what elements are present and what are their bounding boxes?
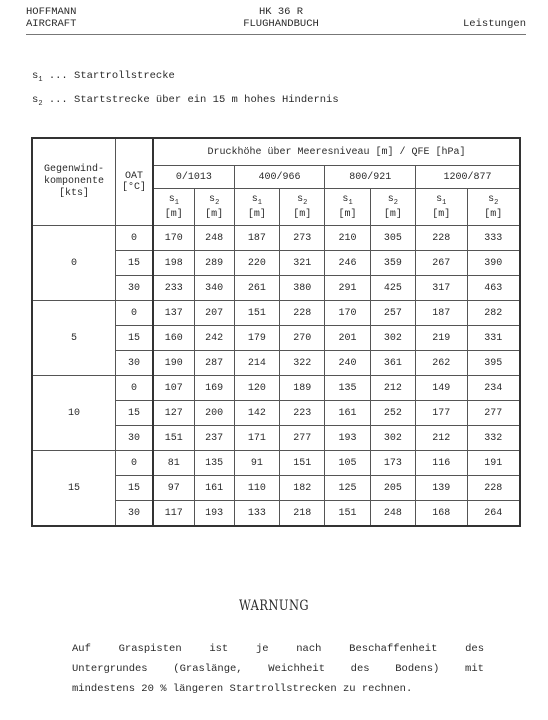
distance-cell: 252 — [370, 401, 415, 426]
distance-cell: 228 — [280, 301, 325, 326]
oat-value: 0 — [116, 376, 154, 401]
distance-cell: 161 — [194, 476, 234, 501]
distance-subscript: 1 — [174, 199, 179, 207]
distance-cell: 201 — [325, 326, 370, 351]
distance-cell: 287 — [194, 351, 234, 376]
symbol-definitions — [32, 66, 339, 114]
definition-text: ... Startrollstrecke — [42, 70, 175, 82]
distance-cell: 116 — [416, 451, 467, 476]
warning-line-1 — [72, 639, 484, 659]
section-name: Leistungen — [462, 18, 526, 30]
distance-cell: 187 — [416, 301, 467, 326]
distance-subscript: 2 — [494, 199, 499, 207]
distance-cell: 210 — [325, 226, 370, 251]
distance-cell: 305 — [370, 226, 415, 251]
table-row — [32, 376, 520, 401]
warning-word: mit — [465, 663, 484, 675]
distance-cell: 359 — [370, 251, 415, 276]
distance-subscript: 2 — [303, 199, 308, 207]
headwind-header-line-3: [kts] — [58, 188, 89, 199]
warning-word: Bodens) — [395, 663, 440, 675]
distance-unit: [m] — [205, 209, 224, 220]
distance-cell: 137 — [153, 301, 194, 326]
distance-cell: 151 — [280, 451, 325, 476]
distance-cell: 151 — [234, 301, 279, 326]
oat-header-line-2: [°C] — [121, 182, 146, 193]
table-row — [32, 301, 520, 326]
distance-cell: 361 — [370, 351, 415, 376]
distance-cell: 212 — [370, 376, 415, 401]
definition-s1 — [32, 66, 339, 90]
distance-cell: 246 — [325, 251, 370, 276]
manufacturer-line-1: HOFFMANN — [26, 6, 77, 18]
distance-unit-header — [467, 189, 520, 226]
distance-cell: 220 — [234, 251, 279, 276]
distance-cell: 317 — [416, 276, 467, 301]
distance-cell: 218 — [280, 501, 325, 527]
oat-value: 30 — [116, 276, 154, 301]
oat-value: 15 — [116, 401, 154, 426]
symbol: s — [32, 70, 39, 82]
distance-cell: 228 — [416, 226, 467, 251]
distance-cell: 277 — [467, 401, 520, 426]
warning-word: Weichheit — [268, 663, 325, 675]
oat-value: 0 — [116, 451, 154, 476]
distance-unit: [m] — [383, 209, 402, 220]
warning-word: des — [465, 643, 484, 655]
distance-cell: 463 — [467, 276, 520, 301]
distance-unit: [m] — [432, 209, 451, 220]
distance-unit: [m] — [247, 209, 266, 220]
distance-cell: 193 — [194, 501, 234, 527]
distance-cell: 321 — [280, 251, 325, 276]
distance-cell: 117 — [153, 501, 194, 527]
distance-cell: 135 — [325, 376, 370, 401]
distance-cell: 242 — [194, 326, 234, 351]
distance-symbol: s — [387, 194, 394, 205]
headwind-value: 5 — [32, 301, 116, 376]
pressure-column-header: 800/921 — [325, 166, 416, 189]
headwind-value: 0 — [32, 226, 116, 301]
oat-value: 30 — [116, 426, 154, 451]
symbol-subscript: 1 — [38, 76, 43, 85]
distance-cell: 91 — [234, 451, 279, 476]
distance-cell: 81 — [153, 451, 194, 476]
distance-cell: 233 — [153, 276, 194, 301]
warning-line-3: mindestens 20 % längeren Startrollstrecken zu rechnen. — [72, 683, 413, 695]
distance-cell: 200 — [194, 401, 234, 426]
distance-cell: 110 — [234, 476, 279, 501]
distance-cell: 395 — [467, 351, 520, 376]
distance-cell: 291 — [325, 276, 370, 301]
definition-s2 — [32, 90, 339, 114]
distance-cell: 332 — [467, 426, 520, 451]
pressure-column-header: 400/966 — [234, 166, 325, 189]
warning-word: (Graslänge, — [173, 663, 243, 675]
distance-cell: 273 — [280, 226, 325, 251]
distance-unit-header — [325, 189, 370, 226]
oat-value: 15 — [116, 251, 154, 276]
distance-symbol: s — [342, 194, 349, 205]
header-divider — [26, 34, 526, 35]
manufacturer-line-2: AIRCRAFT — [26, 18, 77, 30]
takeoff-distance-table — [31, 137, 521, 527]
distance-cell: 168 — [416, 501, 467, 527]
distance-cell: 105 — [325, 451, 370, 476]
distance-cell: 282 — [467, 301, 520, 326]
distance-cell: 322 — [280, 351, 325, 376]
distance-subscript: 1 — [442, 199, 447, 207]
pressure-column-header: 1200/877 — [416, 166, 520, 189]
distance-cell: 198 — [153, 251, 194, 276]
distance-cell: 97 — [153, 476, 194, 501]
distance-cell: 170 — [153, 226, 194, 251]
distance-symbol: s — [168, 194, 175, 205]
definition-text: ... Startstrecke über ein 15 m hohes Hindernis — [42, 94, 339, 107]
warning-word: Beschaffenheit — [349, 643, 438, 655]
warning-word: des — [350, 663, 370, 675]
distance-cell: 267 — [416, 251, 467, 276]
distance-cell: 161 — [325, 401, 370, 426]
distance-cell: 380 — [280, 276, 325, 301]
oat-header — [116, 138, 154, 226]
distance-cell: 207 — [194, 301, 234, 326]
symbol-subscript: 2 — [38, 100, 43, 109]
distance-cell: 125 — [325, 476, 370, 501]
warning-word: ist — [209, 643, 229, 655]
distance-cell: 142 — [234, 401, 279, 426]
distance-cell: 187 — [234, 226, 279, 251]
distance-unit-header — [194, 189, 234, 226]
distance-subscript: 2 — [215, 199, 220, 207]
distance-symbol: s — [251, 194, 258, 205]
distance-cell: 331 — [467, 326, 520, 351]
distance-cell: 228 — [467, 476, 520, 501]
manual-name: FLUGHANDBUCH — [243, 18, 319, 30]
table-row — [32, 226, 520, 251]
distance-cell: 333 — [467, 226, 520, 251]
headwind-header-line-2: komponente — [43, 176, 104, 187]
distance-cell: 107 — [153, 376, 194, 401]
distance-cell: 151 — [325, 501, 370, 527]
distance-cell: 262 — [416, 351, 467, 376]
symbol: s — [32, 94, 39, 107]
distance-symbol: s — [436, 194, 443, 205]
document-title — [226, 6, 336, 30]
distance-symbol: s — [209, 194, 216, 205]
distance-cell: 289 — [194, 251, 234, 276]
distance-unit: [m] — [484, 209, 503, 220]
headwind-value: 15 — [32, 451, 116, 527]
distance-unit-header — [416, 189, 467, 226]
headwind-value: 10 — [32, 376, 116, 451]
distance-cell: 212 — [416, 426, 467, 451]
oat-value: 0 — [116, 301, 154, 326]
distance-cell: 171 — [234, 426, 279, 451]
distance-cell: 182 — [280, 476, 325, 501]
warning-word: Auf — [72, 643, 91, 655]
warning-word: Untergrundes — [72, 663, 148, 675]
distance-subscript: 1 — [257, 199, 262, 207]
distance-cell: 223 — [280, 401, 325, 426]
warning-title: WARNUNG — [239, 598, 309, 614]
pressure-column-header: 0/1013 — [153, 166, 234, 189]
headwind-header — [32, 138, 116, 226]
distance-unit-header — [153, 189, 194, 226]
distance-cell: 190 — [153, 351, 194, 376]
distance-cell: 135 — [194, 451, 234, 476]
distance-cell: 257 — [370, 301, 415, 326]
distance-subscript: 2 — [393, 199, 398, 207]
warning-line-2 — [72, 659, 484, 679]
manufacturer — [26, 6, 76, 30]
distance-cell: 425 — [370, 276, 415, 301]
warning-word: je — [255, 643, 269, 655]
distance-unit-header — [280, 189, 325, 226]
distance-cell: 149 — [416, 376, 467, 401]
distance-cell: 139 — [416, 476, 467, 501]
distance-cell: 270 — [280, 326, 325, 351]
warning-text — [72, 639, 484, 699]
distance-cell: 169 — [194, 376, 234, 401]
distance-cell: 179 — [234, 326, 279, 351]
distance-cell: 261 — [234, 276, 279, 301]
distance-symbol: s — [488, 194, 495, 205]
distance-cell: 302 — [370, 326, 415, 351]
oat-value: 0 — [116, 226, 154, 251]
distance-cell: 234 — [467, 376, 520, 401]
aircraft-type: HK 36 R — [258, 6, 304, 18]
distance-cell: 151 — [153, 426, 194, 451]
distance-cell: 219 — [416, 326, 467, 351]
oat-value: 30 — [116, 351, 154, 376]
distance-cell: 277 — [280, 426, 325, 451]
oat-header-line-1: OAT — [124, 171, 143, 182]
distance-symbol: s — [297, 194, 304, 205]
distance-cell: 173 — [370, 451, 415, 476]
distance-cell: 302 — [370, 426, 415, 451]
distance-cell: 127 — [153, 401, 194, 426]
distance-cell: 264 — [467, 501, 520, 527]
warning-word: Graspisten — [118, 643, 182, 655]
oat-value: 15 — [116, 326, 154, 351]
oat-value: 15 — [116, 476, 154, 501]
distance-unit: [m] — [164, 209, 183, 220]
distance-cell: 340 — [194, 276, 234, 301]
distance-unit: [m] — [338, 209, 357, 220]
warning-word: nach — [296, 643, 322, 655]
distance-unit-header — [370, 189, 415, 226]
distance-subscript: 1 — [348, 199, 353, 207]
page-header — [26, 6, 526, 36]
distance-cell: 193 — [325, 426, 370, 451]
distance-cell: 120 — [234, 376, 279, 401]
oat-value: 30 — [116, 501, 154, 527]
distance-cell: 170 — [325, 301, 370, 326]
distance-cell: 189 — [280, 376, 325, 401]
distance-cell: 248 — [370, 501, 415, 527]
pressure-altitude-header: Druckhöhe über Meeresniveau [m] / QFE [hPa] — [153, 138, 520, 166]
distance-cell: 133 — [234, 501, 279, 527]
distance-cell: 214 — [234, 351, 279, 376]
distance-cell: 205 — [370, 476, 415, 501]
distance-cell: 160 — [153, 326, 194, 351]
distance-cell: 237 — [194, 426, 234, 451]
distance-cell: 390 — [467, 251, 520, 276]
distance-cell: 240 — [325, 351, 370, 376]
distance-unit-header — [234, 189, 279, 226]
headwind-header-line-1: Gegenwind- — [43, 164, 104, 175]
distance-cell: 177 — [416, 401, 467, 426]
distance-cell: 248 — [194, 226, 234, 251]
distance-cell: 191 — [467, 451, 520, 476]
distance-unit: [m] — [293, 209, 312, 220]
table-row — [32, 451, 520, 476]
